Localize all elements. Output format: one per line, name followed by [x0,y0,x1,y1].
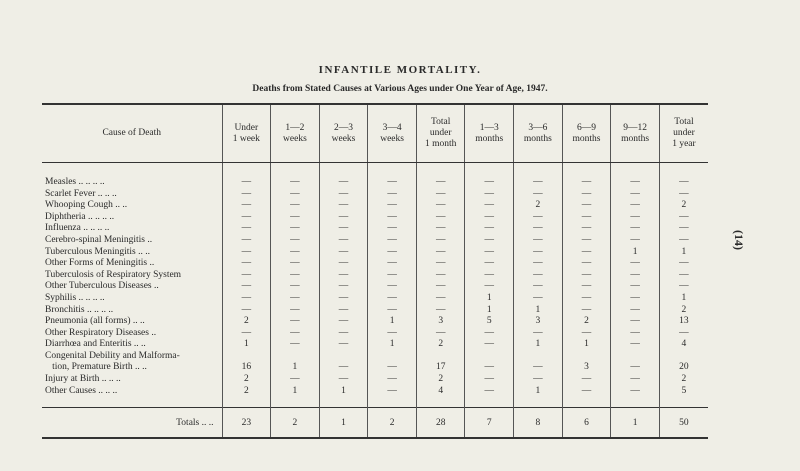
value-cell: — [514,177,563,189]
value-cell: — [271,177,320,189]
value-cell: — [222,281,271,293]
table-row [42,386,708,398]
value-cell: 1 [368,316,417,328]
value-cell: — [416,223,465,235]
value-cell: — [514,258,563,270]
cause-cell: Bronchitis .. .. .. .. [45,304,114,315]
totals-row [42,408,708,439]
value-cell: — [271,328,320,340]
value-cell: — [562,200,611,212]
value-cell: — [271,281,320,293]
value-cell: — [465,177,514,189]
total-cell: 50 [659,408,708,439]
value-cell: — [611,305,660,317]
value-cell: 1 [562,339,611,351]
column-header: 1—2 weeks [271,104,320,163]
value-cell: 1 [271,386,320,398]
value-cell: — [562,270,611,282]
value-cell: — [562,177,611,189]
total-cell: 2 [271,408,320,439]
table-row [42,374,708,386]
value-cell: — [611,339,660,351]
value-cell: — [611,212,660,224]
value-cell: — [368,247,417,259]
value-cell: — [319,339,368,351]
value-cell: 4 [416,386,465,398]
value-cell: — [514,212,563,224]
value-cell: — [319,281,368,293]
value-cell: 1 [465,293,514,305]
value-cell: — [416,270,465,282]
column-header: 6—9 months [562,104,611,163]
value-cell: — [368,281,417,293]
value-cell: — [562,374,611,386]
value-cell: — [416,328,465,340]
column-header: Total under 1 month [416,104,465,163]
value-cell: — [271,305,320,317]
value-cell: — [416,305,465,317]
value-cell: — [514,281,563,293]
value-cell: — [416,247,465,259]
value-cell: — [222,270,271,282]
value-cell: — [465,339,514,351]
total-cell: 28 [416,408,465,439]
cause-cell: Congenital Debility and Malforma- tion, Premature Birth .. .. [45,350,180,373]
value-cell: — [611,235,660,247]
value-cell: — [465,328,514,340]
value-cell: — [368,200,417,212]
value-cell: — [514,189,563,201]
value-cell: — [222,200,271,212]
value-cell: 1 [611,247,660,259]
value-cell: — [368,258,417,270]
value-cell: 20 [659,351,708,374]
value-cell: 5 [465,316,514,328]
value-cell: — [465,212,514,224]
header-row [42,104,708,163]
value-cell: 2 [659,305,708,317]
mortality-table [42,103,708,439]
value-cell: 2 [659,200,708,212]
total-cell: 1 [611,408,660,439]
value-cell: — [222,328,271,340]
value-cell: 1 [514,305,563,317]
value-cell: — [368,212,417,224]
value-cell: — [562,386,611,398]
value-cell: — [271,200,320,212]
value-cell: 3 [416,316,465,328]
value-cell: — [562,247,611,259]
value-cell: — [416,189,465,201]
value-cell: — [465,247,514,259]
value-cell: — [611,223,660,235]
value-cell: — [368,223,417,235]
cause-cell: Tuberculous Meningitis .. .. [45,246,150,257]
value-cell: — [611,189,660,201]
value-cell: — [319,189,368,201]
value-cell: 1 [465,305,514,317]
value-cell: — [319,247,368,259]
value-cell: — [562,189,611,201]
table-row [42,212,708,224]
value-cell: — [416,177,465,189]
page-number: (14) [732,230,746,250]
value-cell: — [271,223,320,235]
value-cell: — [659,328,708,340]
value-cell: — [222,189,271,201]
value-cell: — [611,177,660,189]
column-header: 1—3 months [465,104,514,163]
value-cell: 3 [562,351,611,374]
value-cell: 1 [319,386,368,398]
column-header: Under 1 week [222,104,271,163]
value-cell: 1 [659,247,708,259]
value-cell: — [271,270,320,282]
value-cell: — [514,374,563,386]
value-cell: — [319,351,368,374]
value-cell: 1 [659,293,708,305]
value-cell: — [611,386,660,398]
value-cell: — [319,177,368,189]
value-cell: — [368,177,417,189]
value-cell: — [659,189,708,201]
value-cell: — [416,212,465,224]
value-cell: — [465,189,514,201]
value-cell: — [271,339,320,351]
value-cell: — [562,235,611,247]
cause-cell: Diarrhœa and Enteritis .. .. [45,339,146,350]
value-cell: — [465,386,514,398]
cause-cell: Other Respiratory Diseases .. [45,327,157,338]
column-header: 3—6 months [514,104,563,163]
value-cell: 1 [368,339,417,351]
value-cell: 13 [659,316,708,328]
value-cell: — [319,374,368,386]
value-cell: — [465,200,514,212]
value-cell: — [319,223,368,235]
value-cell: — [368,293,417,305]
value-cell: — [465,223,514,235]
value-cell: — [659,281,708,293]
value-cell: — [611,374,660,386]
value-cell: — [368,235,417,247]
table-row [42,189,708,201]
value-cell: — [319,200,368,212]
cause-cell: Other Causes .. .. .. [45,385,118,396]
value-cell: 1 [514,339,563,351]
cause-cell: Whooping Cough .. .. [45,200,128,211]
value-cell: — [319,235,368,247]
value-cell: — [319,293,368,305]
value-cell: — [465,281,514,293]
value-cell: — [319,212,368,224]
cause-cell: Scarlet Fever .. .. .. [45,188,117,199]
value-cell: 2 [562,316,611,328]
value-cell: — [465,235,514,247]
table-row [42,328,708,340]
value-cell: — [514,293,563,305]
value-cell: — [562,328,611,340]
column-header: 3—4 weeks [368,104,417,163]
value-cell: — [562,212,611,224]
value-cell: — [611,270,660,282]
value-cell: — [416,281,465,293]
value-cell: — [611,200,660,212]
value-cell: — [271,316,320,328]
table-row [42,177,708,189]
value-cell: — [368,270,417,282]
table-row [42,247,708,259]
value-cell: 2 [659,374,708,386]
total-cell: 2 [368,408,417,439]
value-cell: — [368,386,417,398]
value-cell: — [465,351,514,374]
value-cell: — [465,258,514,270]
value-cell: — [659,177,708,189]
value-cell: — [368,351,417,374]
value-cell: — [562,281,611,293]
totals-label: Totals .. .. [42,408,222,439]
value-cell: — [368,305,417,317]
table-row [42,200,708,212]
table-row [42,235,708,247]
value-cell: 3 [514,316,563,328]
value-cell: 4 [659,339,708,351]
table-row [42,339,708,351]
value-cell: — [514,328,563,340]
value-cell: — [659,258,708,270]
value-cell: — [611,351,660,374]
value-cell: — [465,270,514,282]
value-cell: 5 [659,386,708,398]
value-cell: — [611,293,660,305]
value-cell: — [416,200,465,212]
value-cell: — [368,328,417,340]
value-cell: — [222,212,271,224]
cause-cell: Cerebro-spinal Meningitis .. [45,234,153,245]
value-cell: — [222,235,271,247]
cause-cell: Influenza .. .. .. .. [45,223,110,234]
table-row [42,270,708,282]
value-cell: 1 [222,339,271,351]
column-header-cause: Cause of Death [42,104,222,163]
table-row [42,316,708,328]
value-cell: — [271,293,320,305]
value-cell: — [416,258,465,270]
value-cell: 2 [416,374,465,386]
value-cell: — [368,189,417,201]
value-cell: — [416,235,465,247]
table-row [42,223,708,235]
value-cell: — [611,316,660,328]
value-cell: — [222,305,271,317]
value-cell: — [659,212,708,224]
value-cell: — [514,351,563,374]
value-cell: 1 [514,386,563,398]
value-cell: — [271,212,320,224]
cause-cell: Injury at Birth .. .. .. [45,373,121,384]
value-cell: — [319,316,368,328]
total-cell: 1 [319,408,368,439]
value-cell: — [222,247,271,259]
value-cell: — [222,177,271,189]
value-cell: — [271,374,320,386]
cause-cell: Other Forms of Meningitis .. [45,258,155,269]
value-cell: — [222,223,271,235]
table-row [42,351,708,374]
value-cell: — [659,223,708,235]
value-cell: 16 [222,351,271,374]
total-cell: 23 [222,408,271,439]
value-cell: — [562,223,611,235]
value-cell: 2 [514,200,563,212]
column-header: 2—3 weeks [319,104,368,163]
table-body [42,163,708,439]
total-cell: 6 [562,408,611,439]
cause-cell: Other Tuberculous Diseases .. [45,281,159,292]
value-cell: — [222,258,271,270]
table-row [42,281,708,293]
value-cell: — [222,293,271,305]
cause-cell: Pneumonia (all forms) .. .. [45,316,145,327]
value-cell: — [562,305,611,317]
value-cell: 2 [222,316,271,328]
value-cell: 2 [222,386,271,398]
value-cell: 17 [416,351,465,374]
value-cell: — [416,293,465,305]
value-cell: — [368,374,417,386]
value-cell: — [465,374,514,386]
value-cell: — [514,223,563,235]
cause-cell: Tuberculosis of Respiratory System [45,269,182,280]
value-cell: — [562,258,611,270]
value-cell: — [271,247,320,259]
value-cell: — [271,189,320,201]
value-cell: — [319,305,368,317]
table-row [42,293,708,305]
value-cell: — [514,247,563,259]
cause-cell: Measles .. .. .. .. [45,177,105,187]
value-cell: — [271,235,320,247]
value-cell: 2 [222,374,271,386]
column-header: Total under 1 year [659,104,708,163]
value-cell: — [562,293,611,305]
value-cell: — [659,270,708,282]
value-cell: 2 [416,339,465,351]
table-row [42,258,708,270]
value-cell: — [611,281,660,293]
value-cell: — [514,235,563,247]
value-cell: — [659,235,708,247]
value-cell: — [271,258,320,270]
cause-cell: Syphilis .. .. .. .. [45,292,105,303]
value-cell: — [319,258,368,270]
table-row [42,305,708,317]
value-cell: — [319,328,368,340]
value-cell: 1 [271,351,320,374]
total-cell: 8 [514,408,563,439]
total-cell: 7 [465,408,514,439]
value-cell: — [611,258,660,270]
value-cell: — [319,270,368,282]
value-cell: — [514,270,563,282]
value-cell: — [611,328,660,340]
table-subtitle: Deaths from Stated Causes at Various Ages under One Year of Age, 1947. [252,84,548,94]
cause-cell: Diphtheria .. .. .. .. [45,211,115,222]
column-header: 9—12 months [611,104,660,163]
page-title: INFANTILE MORTALITY. [318,64,482,76]
